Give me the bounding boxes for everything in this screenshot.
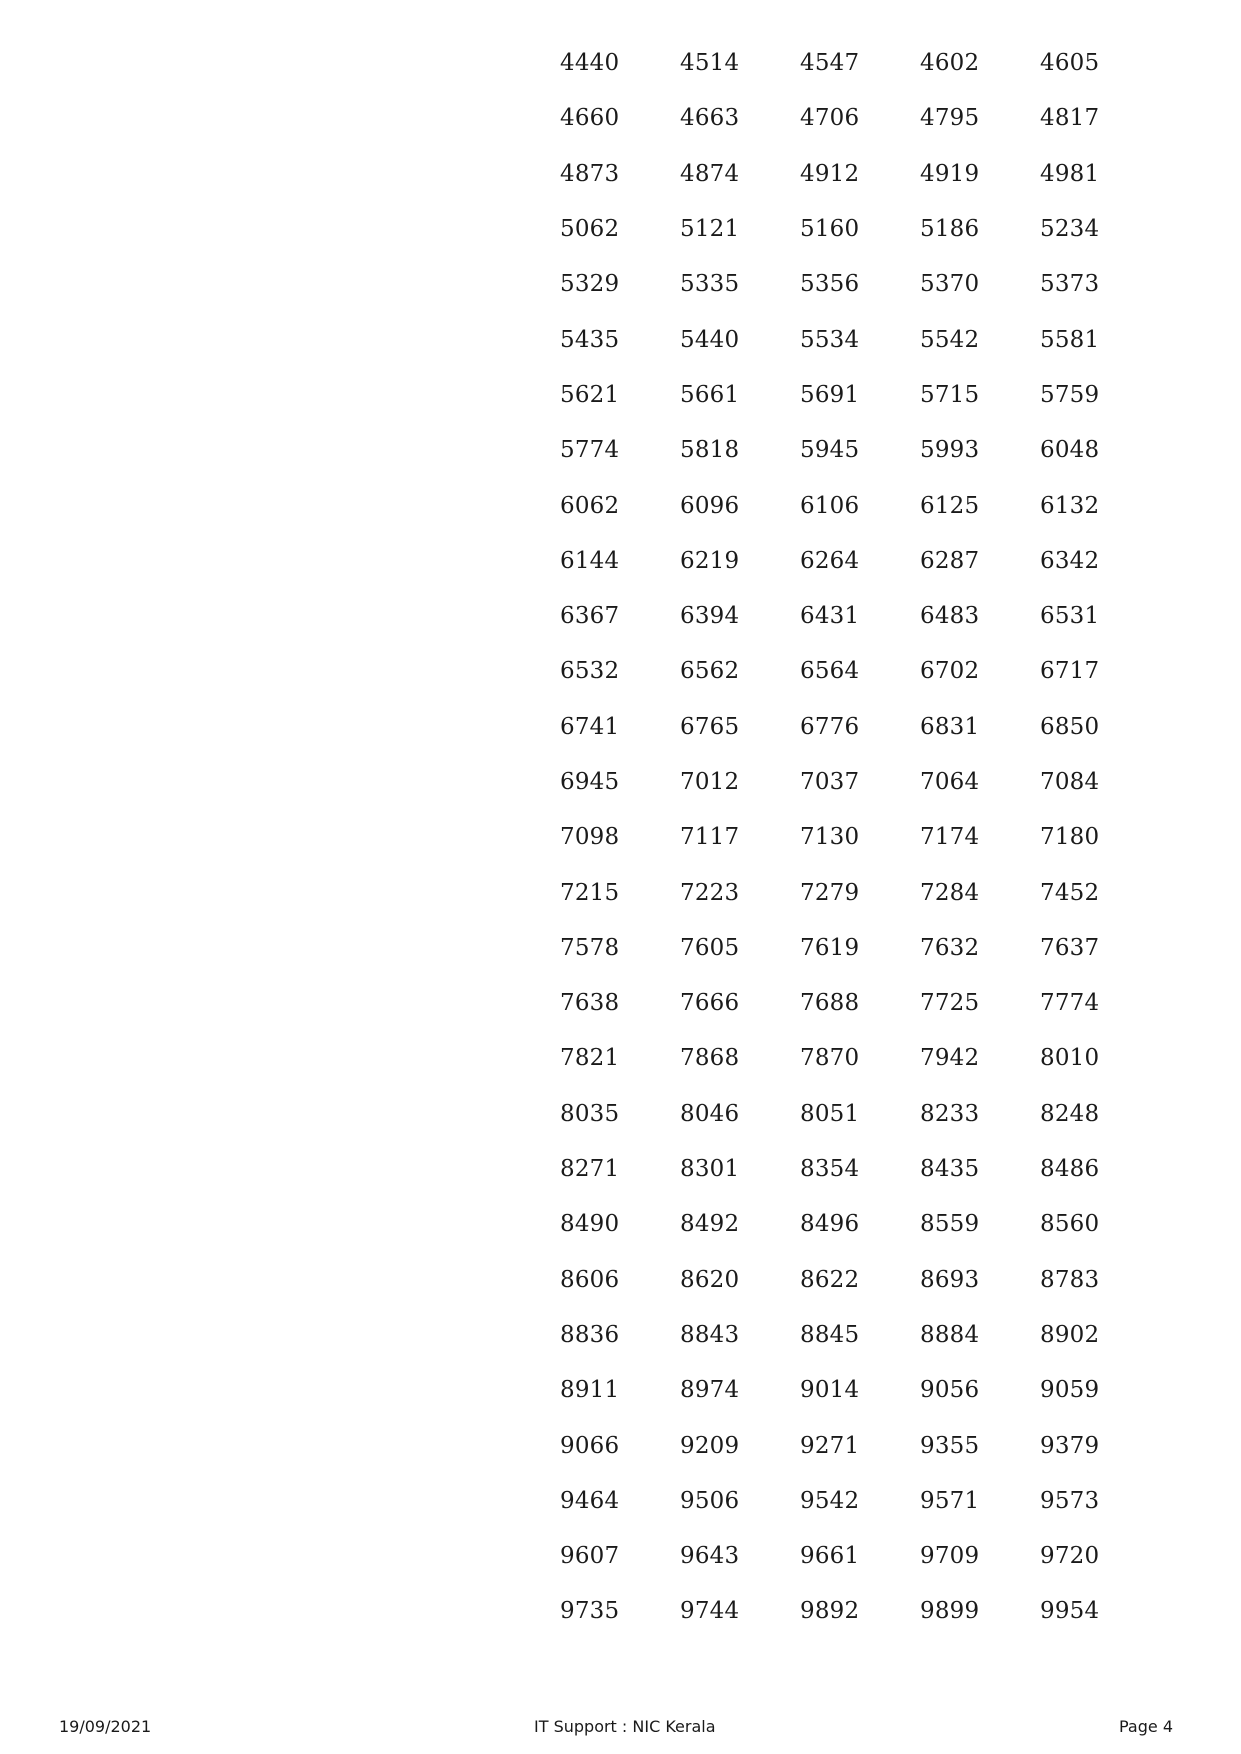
number-cell: 7619 <box>800 934 860 961</box>
number-cell: 5542 <box>920 326 980 353</box>
number-cell: 9056 <box>920 1377 980 1404</box>
number-cell: 7084 <box>1040 769 1100 795</box>
number-grid <box>560 36 1120 1640</box>
number-cell: 6532 <box>560 658 620 685</box>
number-cell: 4706 <box>800 105 860 132</box>
number-cell: 6096 <box>680 492 740 519</box>
number-cell: 9735 <box>560 1598 620 1625</box>
number-cell: 6264 <box>800 547 860 574</box>
number-cell: 7725 <box>920 990 980 1017</box>
number-cell: 4547 <box>800 50 860 77</box>
number-cell: 8046 <box>680 1100 740 1127</box>
number-cell: 7688 <box>800 990 860 1017</box>
number-cell: 5160 <box>800 216 860 243</box>
number-cell: 7605 <box>680 934 740 961</box>
number-cell: 7638 <box>560 990 620 1017</box>
number-cell: 5774 <box>560 437 620 464</box>
number-cell: 7130 <box>800 824 860 851</box>
number-cell: 9643 <box>680 1543 740 1570</box>
number-cell: 9506 <box>680 1487 740 1514</box>
number-cell: 9542 <box>800 1487 860 1514</box>
number-cell: 6342 <box>1040 547 1100 574</box>
number-cell: 7821 <box>560 1045 620 1072</box>
number-cell: 7870 <box>800 1045 860 1072</box>
number-cell: 8911 <box>560 1377 620 1404</box>
number-cell: 6219 <box>680 547 740 574</box>
number-cell: 5993 <box>920 437 980 464</box>
number-cell: 5335 <box>680 271 740 298</box>
number-cell: 8233 <box>920 1100 980 1127</box>
number-cell: 9954 <box>1040 1598 1100 1625</box>
number-cell: 7174 <box>920 824 980 851</box>
number-cell: 7942 <box>920 1045 980 1072</box>
number-cell: 9744 <box>680 1598 740 1625</box>
number-cell: 7037 <box>800 769 860 795</box>
number-cell: 5435 <box>560 326 620 353</box>
number-cell: 9271 <box>800 1432 860 1459</box>
number-cell: 8560 <box>1040 1211 1100 1238</box>
number-cell: 6531 <box>1040 603 1100 630</box>
number-cell: 6831 <box>920 713 980 740</box>
number-cell: 4874 <box>680 160 740 187</box>
number-cell: 6106 <box>800 492 860 519</box>
number-cell: 7215 <box>560 879 620 906</box>
number-cell: 7098 <box>560 824 620 851</box>
number-cell: 9720 <box>1040 1543 1100 1570</box>
number-cell: 6287 <box>920 547 980 574</box>
number-cell: 5581 <box>1040 326 1100 353</box>
number-cell: 7637 <box>1040 934 1100 961</box>
number-cell: 6125 <box>920 492 980 519</box>
number-cell: 5234 <box>1040 216 1100 243</box>
number-cell: 6850 <box>1040 713 1100 740</box>
number-cell: 8354 <box>800 1156 860 1183</box>
number-cell: 6062 <box>560 492 620 519</box>
number-cell: 7223 <box>680 879 740 906</box>
number-cell: 8490 <box>560 1211 620 1238</box>
number-cell: 6776 <box>800 713 860 740</box>
number-cell: 7632 <box>920 934 980 961</box>
number-cell: 6048 <box>1040 437 1100 464</box>
number-cell: 7279 <box>800 879 860 906</box>
number-cell: 5715 <box>920 381 980 408</box>
number-cell: 8622 <box>800 1266 860 1293</box>
number-cell: 5121 <box>680 216 740 243</box>
number-cell: 7117 <box>680 824 740 851</box>
number-cell: 9571 <box>920 1487 980 1514</box>
footer-support-text: IT Support : NIC Kerala <box>534 1717 716 1736</box>
number-cell: 4440 <box>560 50 620 77</box>
number-cell: 6367 <box>560 603 620 630</box>
number-cell: 4602 <box>920 50 980 77</box>
number-cell: 6394 <box>680 603 740 630</box>
number-cell: 4605 <box>1040 50 1100 77</box>
number-cell: 6945 <box>560 769 620 795</box>
number-cell: 4660 <box>560 105 620 132</box>
number-cell: 8496 <box>800 1211 860 1238</box>
number-cell: 5534 <box>800 326 860 353</box>
number-cell: 5818 <box>680 437 740 464</box>
number-cell: 5691 <box>800 381 860 408</box>
number-cell: 6144 <box>560 547 620 574</box>
number-cell: 7666 <box>680 990 740 1017</box>
number-cell: 8783 <box>1040 1266 1100 1293</box>
number-cell: 5370 <box>920 271 980 298</box>
number-cell: 7284 <box>920 879 980 906</box>
number-cell: 7578 <box>560 934 620 961</box>
number-cell: 8884 <box>920 1321 980 1348</box>
number-cell: 8845 <box>800 1321 860 1348</box>
number-cell: 5945 <box>800 437 860 464</box>
number-cell: 5661 <box>680 381 740 408</box>
number-cell: 4873 <box>560 160 620 187</box>
number-cell: 8902 <box>1040 1321 1100 1348</box>
number-cell: 9607 <box>560 1543 620 1570</box>
footer-page-number: Page 4 <box>1119 1717 1173 1736</box>
number-cell: 6483 <box>920 603 980 630</box>
number-cell: 9892 <box>800 1598 860 1625</box>
number-cell: 7774 <box>1040 990 1100 1017</box>
number-cell: 8693 <box>920 1266 980 1293</box>
number-cell: 7868 <box>680 1045 740 1072</box>
number-cell: 6564 <box>800 658 860 685</box>
number-cell: 8486 <box>1040 1156 1100 1183</box>
number-cell: 9059 <box>1040 1377 1100 1404</box>
number-cell: 8620 <box>680 1266 740 1293</box>
number-cell: 8051 <box>800 1100 860 1127</box>
number-cell: 8248 <box>1040 1100 1100 1127</box>
number-cell: 8606 <box>560 1266 620 1293</box>
number-cell: 5356 <box>800 271 860 298</box>
number-cell: 4795 <box>920 105 980 132</box>
number-cell: 4663 <box>680 105 740 132</box>
number-cell: 9899 <box>920 1598 980 1625</box>
footer-date: 19/09/2021 <box>59 1717 152 1736</box>
number-cell: 6132 <box>1040 492 1100 519</box>
number-cell: 6562 <box>680 658 740 685</box>
number-cell: 8492 <box>680 1211 740 1238</box>
number-cell: 7180 <box>1040 824 1100 851</box>
number-cell: 4919 <box>920 160 980 187</box>
number-cell: 8559 <box>920 1211 980 1238</box>
number-cell: 6741 <box>560 713 620 740</box>
number-cell: 6702 <box>920 658 980 685</box>
number-cell: 8435 <box>920 1156 980 1183</box>
number-cell: 5759 <box>1040 381 1100 408</box>
number-cell: 5186 <box>920 216 980 243</box>
number-cell: 8301 <box>680 1156 740 1183</box>
number-cell: 5373 <box>1040 271 1100 298</box>
number-cell: 8836 <box>560 1321 620 1348</box>
number-cell: 8271 <box>560 1156 620 1183</box>
number-cell: 6717 <box>1040 658 1100 685</box>
number-cell: 9355 <box>920 1432 980 1459</box>
number-cell: 9066 <box>560 1432 620 1459</box>
number-cell: 9661 <box>800 1543 860 1570</box>
number-cell: 9573 <box>1040 1487 1100 1514</box>
number-cell: 8035 <box>560 1100 620 1127</box>
number-cell: 9379 <box>1040 1432 1100 1459</box>
number-cell: 5621 <box>560 381 620 408</box>
number-cell: 6431 <box>800 603 860 630</box>
number-cell: 9464 <box>560 1487 620 1514</box>
number-cell: 9014 <box>800 1377 860 1404</box>
number-cell: 6765 <box>680 713 740 740</box>
number-cell: 5329 <box>560 271 620 298</box>
number-cell: 9709 <box>920 1543 980 1570</box>
number-cell: 4981 <box>1040 160 1100 187</box>
number-cell: 4912 <box>800 160 860 187</box>
number-cell: 4817 <box>1040 105 1100 132</box>
number-cell: 7064 <box>920 769 980 795</box>
number-cell: 4514 <box>680 50 740 77</box>
number-cell: 7452 <box>1040 879 1100 906</box>
number-cell: 5062 <box>560 216 620 243</box>
number-cell: 8974 <box>680 1377 740 1404</box>
number-cell: 8843 <box>680 1321 740 1348</box>
number-cell: 5440 <box>680 326 740 353</box>
number-cell: 8010 <box>1040 1045 1100 1072</box>
number-cell: 9209 <box>680 1432 740 1459</box>
number-cell: 7012 <box>680 769 740 795</box>
